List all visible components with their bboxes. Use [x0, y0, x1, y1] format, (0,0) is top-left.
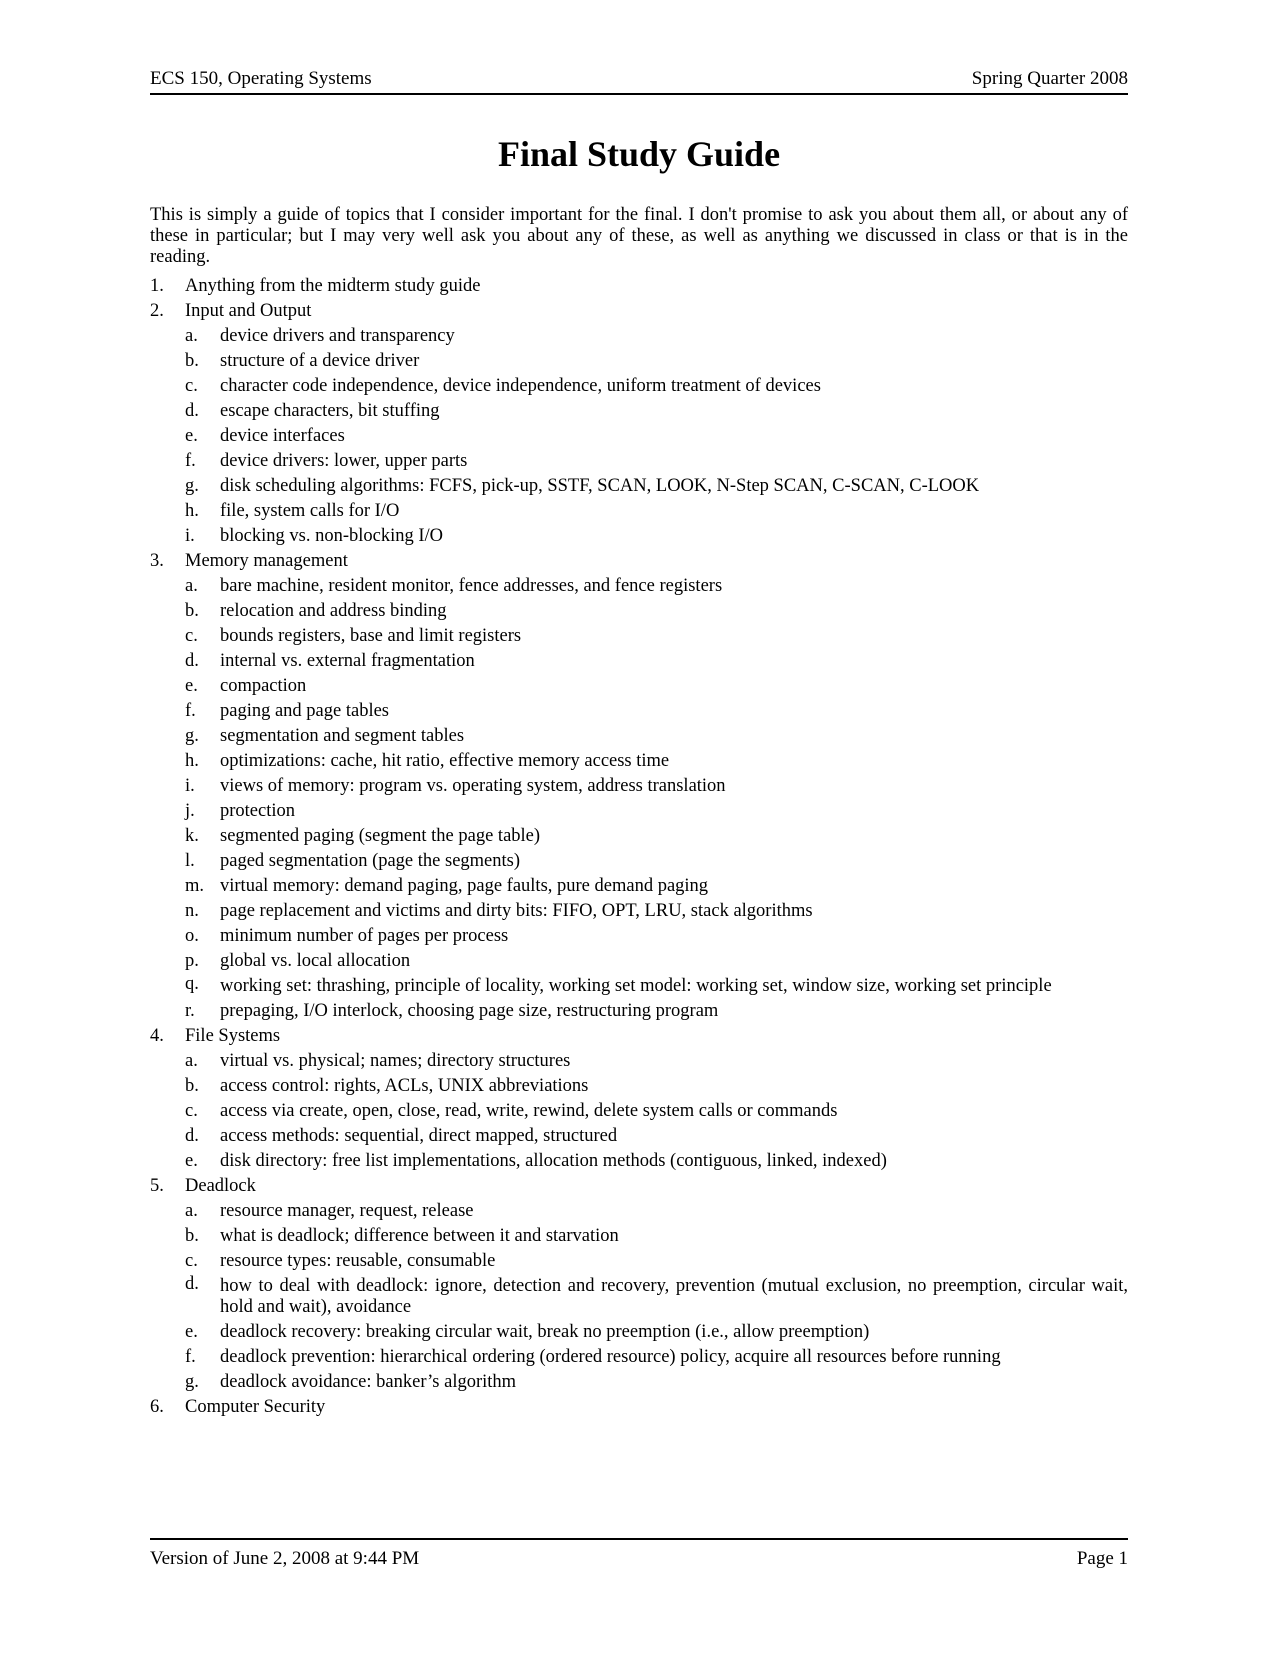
subtopic-text: access via create, open, close, read, write, rewind, delete system calls or commands: [220, 1101, 838, 1121]
subtopic-item: [185, 974, 1128, 999]
subtopic-item: [185, 674, 1128, 699]
subtopic-letter: i.: [185, 526, 195, 546]
subtopic-letter: a.: [185, 326, 198, 346]
subtopic-text: device interfaces: [220, 426, 345, 446]
subtopic-letter: e.: [185, 1322, 198, 1342]
subtopic-text: file, system calls for I/O: [220, 501, 400, 521]
subtopic-letter: d.: [185, 1126, 199, 1146]
subtopic-item: [185, 1320, 1128, 1345]
subtopic-letter: a.: [185, 1051, 198, 1071]
subtopic-text: virtual memory: demand paging, page faults, pure demand paging: [220, 876, 709, 896]
topic-label: File Systems: [185, 1026, 281, 1046]
subtopic-text: resource manager, request, release: [220, 1201, 474, 1221]
subtopic-item: [185, 1199, 1128, 1224]
subtopic-letter: c.: [185, 1101, 198, 1121]
topic-label: Input and Output: [185, 301, 312, 321]
subtopic-letter: d.: [185, 1274, 199, 1294]
course-name: ECS 150, Operating Systems: [150, 68, 372, 89]
subtopic-letter: f.: [185, 451, 196, 471]
subtopic-letter: b.: [185, 1076, 199, 1096]
subtopic-item: [185, 424, 1128, 449]
subtopic-item: [185, 574, 1128, 599]
subtopic-text: views of memory: program vs. operating system, address translation: [220, 776, 726, 796]
subtopic-item: [185, 1274, 1128, 1320]
subtopic-letter: g.: [185, 1372, 199, 1392]
subtopic-letter: c.: [185, 626, 198, 646]
subtopic-text: bounds registers, base and limit registers: [220, 626, 522, 646]
topic-item: [150, 274, 1128, 299]
subtopic-item: [185, 1345, 1128, 1370]
subtopic-text: disk directory: free list implementations, allocation methods (contiguous, linked, indexed): [220, 1151, 887, 1171]
topic-label: Deadlock: [185, 1176, 256, 1196]
page-number: Page 1: [1076, 1548, 1128, 1569]
subtopic-letter: o.: [185, 926, 199, 946]
subtopic-text: how to deal with deadlock: ignore, detection and recovery, prevention (mutual exclusion, no preemption, circular wait, hold and wait), avoidance: [220, 1276, 1128, 1317]
subtopic-item: [185, 599, 1128, 624]
subtopic-list: [185, 1049, 1128, 1174]
topic-number: 5.: [150, 1176, 164, 1196]
subtopic-text: access control: rights, ACLs, UNIX abbreviations: [220, 1076, 589, 1096]
subtopic-text: paged segmentation (page the segments): [220, 851, 521, 871]
page-footer: [150, 1538, 1128, 1570]
subtopic-item: [185, 1224, 1128, 1249]
topic-item: [150, 1024, 1128, 1174]
subtopic-item: [185, 824, 1128, 849]
subtopic-letter: g.: [185, 476, 199, 496]
subtopic-item: [185, 649, 1128, 674]
subtopic-letter: a.: [185, 1201, 198, 1221]
subtopic-text: virtual vs. physical; names; directory structures: [220, 1051, 571, 1071]
topic-label: Memory management: [185, 551, 348, 571]
subtopic-letter: f.: [185, 701, 196, 721]
subtopic-text: compaction: [220, 676, 307, 696]
subtopic-letter: b.: [185, 351, 199, 371]
subtopic-item: [185, 899, 1128, 924]
subtopic-letter: d.: [185, 651, 199, 671]
topic-label: Computer Security: [185, 1397, 326, 1417]
subtopic-item: [185, 724, 1128, 749]
subtopic-text: internal vs. external fragmentation: [220, 651, 475, 671]
subtopic-item: [185, 924, 1128, 949]
page-header: [150, 68, 1128, 95]
subtopic-letter: h.: [185, 501, 199, 521]
subtopic-letter: b.: [185, 601, 199, 621]
page-title: Final Study Guide: [497, 134, 781, 174]
subtopic-item: [185, 699, 1128, 724]
subtopic-letter: l.: [185, 851, 195, 871]
subtopic-letter: b.: [185, 1226, 199, 1246]
subtopic-text: deadlock recovery: breaking circular wait, break no preemption (i.e., allow preemption): [220, 1322, 870, 1342]
subtopic-letter: m.: [185, 876, 205, 896]
topic-number: 3.: [150, 551, 164, 571]
subtopic-text: escape characters, bit stuffing: [220, 401, 440, 421]
subtopic-item: [185, 799, 1128, 824]
subtopic-letter: i.: [185, 776, 195, 796]
subtopic-list: [185, 1199, 1128, 1395]
subtopic-text: access methods: sequential, direct mapped, structured: [220, 1126, 618, 1146]
subtopic-text: structure of a device driver: [220, 351, 420, 371]
subtopic-item: [185, 374, 1128, 399]
subtopic-item: [185, 524, 1128, 549]
subtopic-list: [185, 574, 1128, 1024]
subtopic-text: what is deadlock; difference between it and starvation: [220, 1226, 619, 1246]
subtopic-letter: q.: [185, 974, 199, 994]
subtopic-text: prepaging, I/O interlock, choosing page size, restructuring program: [220, 1001, 719, 1021]
subtopic-item: [185, 1099, 1128, 1124]
topic-number: 4.: [150, 1026, 164, 1046]
subtopic-letter: h.: [185, 751, 199, 771]
subtopic-item: [185, 749, 1128, 774]
subtopic-item: [185, 624, 1128, 649]
subtopic-list: [185, 324, 1128, 549]
subtopic-letter: j.: [185, 801, 195, 821]
subtopic-item: [185, 1049, 1128, 1074]
term: Spring Quarter 2008: [971, 68, 1128, 89]
subtopic-item: [185, 1370, 1128, 1395]
subtopic-text: device drivers: lower, upper parts: [220, 451, 468, 471]
topic-number: 2.: [150, 301, 164, 321]
document-page: [150, 68, 1128, 1420]
topic-item: [150, 1174, 1128, 1395]
subtopic-letter: a.: [185, 576, 198, 596]
topic-item: [150, 1395, 1128, 1420]
subtopic-text: character code independence, device independence, uniform treatment of devices: [220, 376, 821, 396]
subtopic-text: segmented paging (segment the page table): [220, 826, 541, 846]
subtopic-text: global vs. local allocation: [220, 951, 411, 971]
subtopic-text: page replacement and victims and dirty bits: FIFO, OPT, LRU, stack algorithms: [220, 901, 813, 921]
subtopic-text: protection: [220, 801, 296, 821]
subtopic-letter: e.: [185, 426, 198, 446]
subtopic-letter: r.: [185, 1001, 195, 1021]
subtopic-item: [185, 849, 1128, 874]
topic-number: 6.: [150, 1397, 164, 1417]
subtopic-text: optimizations: cache, hit ratio, effective memory access time: [220, 751, 670, 771]
subtopic-item: [185, 999, 1128, 1024]
subtopic-text: blocking vs. non-blocking I/O: [220, 526, 444, 546]
subtopic-text: bare machine, resident monitor, fence addresses, and fence registers: [220, 576, 723, 596]
subtopic-item: [185, 399, 1128, 424]
subtopic-letter: g.: [185, 726, 199, 746]
subtopic-letter: c.: [185, 1251, 198, 1271]
subtopic-letter: n.: [185, 901, 199, 921]
subtopic-text: device drivers and transparency: [220, 326, 455, 346]
subtopic-item: [185, 1249, 1128, 1274]
subtopic-letter: d.: [185, 401, 199, 421]
subtopic-text: resource types: reusable, consumable: [220, 1251, 496, 1271]
subtopic-item: [185, 949, 1128, 974]
version-stamp: Version of June 2, 2008 at 9:44 PM: [150, 1548, 420, 1569]
subtopic-text: minimum number of pages per process: [220, 926, 509, 946]
topic-item: [150, 549, 1128, 1024]
topic-list: [150, 274, 1128, 1420]
topic-number: 1.: [150, 276, 164, 296]
subtopic-letter: e.: [185, 676, 198, 696]
subtopic-item: [185, 449, 1128, 474]
subtopic-text: paging and page tables: [220, 701, 390, 721]
topic-item: [150, 299, 1128, 549]
subtopic-item: [185, 1149, 1128, 1174]
subtopic-letter: f.: [185, 1347, 196, 1367]
subtopic-letter: c.: [185, 376, 198, 396]
subtopic-text: deadlock avoidance: banker’s algorithm: [220, 1372, 517, 1392]
intro-paragraph: This is simply a guide of topics that I consider important for the final. I don't promise to ask you about them all, or about any of these in particular; but I may very well ask you about any of these, as well as anything we discussed in class or that is in the reading.: [150, 205, 1128, 267]
subtopic-item: [185, 874, 1128, 899]
topic-label: Anything from the midterm study guide: [185, 276, 481, 296]
subtopic-text: relocation and address binding: [220, 601, 447, 621]
subtopic-item: [185, 1124, 1128, 1149]
subtopic-item: [185, 774, 1128, 799]
subtopic-letter: p.: [185, 951, 199, 971]
subtopic-letter: e.: [185, 1151, 198, 1171]
subtopic-item: [185, 474, 1128, 499]
subtopic-text: deadlock prevention: hierarchical ordering (ordered resource) policy, acquire all resources before running: [220, 1347, 1001, 1367]
subtopic-item: [185, 324, 1128, 349]
subtopic-item: [185, 499, 1128, 524]
subtopic-text: disk scheduling algorithms: FCFS, pick-up, SSTF, SCAN, LOOK, N-Step SCAN, C-SCAN, C-LOOK: [220, 476, 980, 496]
subtopic-text: working set: thrashing, principle of locality, working set model: working set, window size, working set principle: [220, 976, 1052, 996]
subtopic-letter: k.: [185, 826, 199, 846]
subtopic-item: [185, 349, 1128, 374]
subtopic-item: [185, 1074, 1128, 1099]
subtopic-text: segmentation and segment tables: [220, 726, 465, 746]
